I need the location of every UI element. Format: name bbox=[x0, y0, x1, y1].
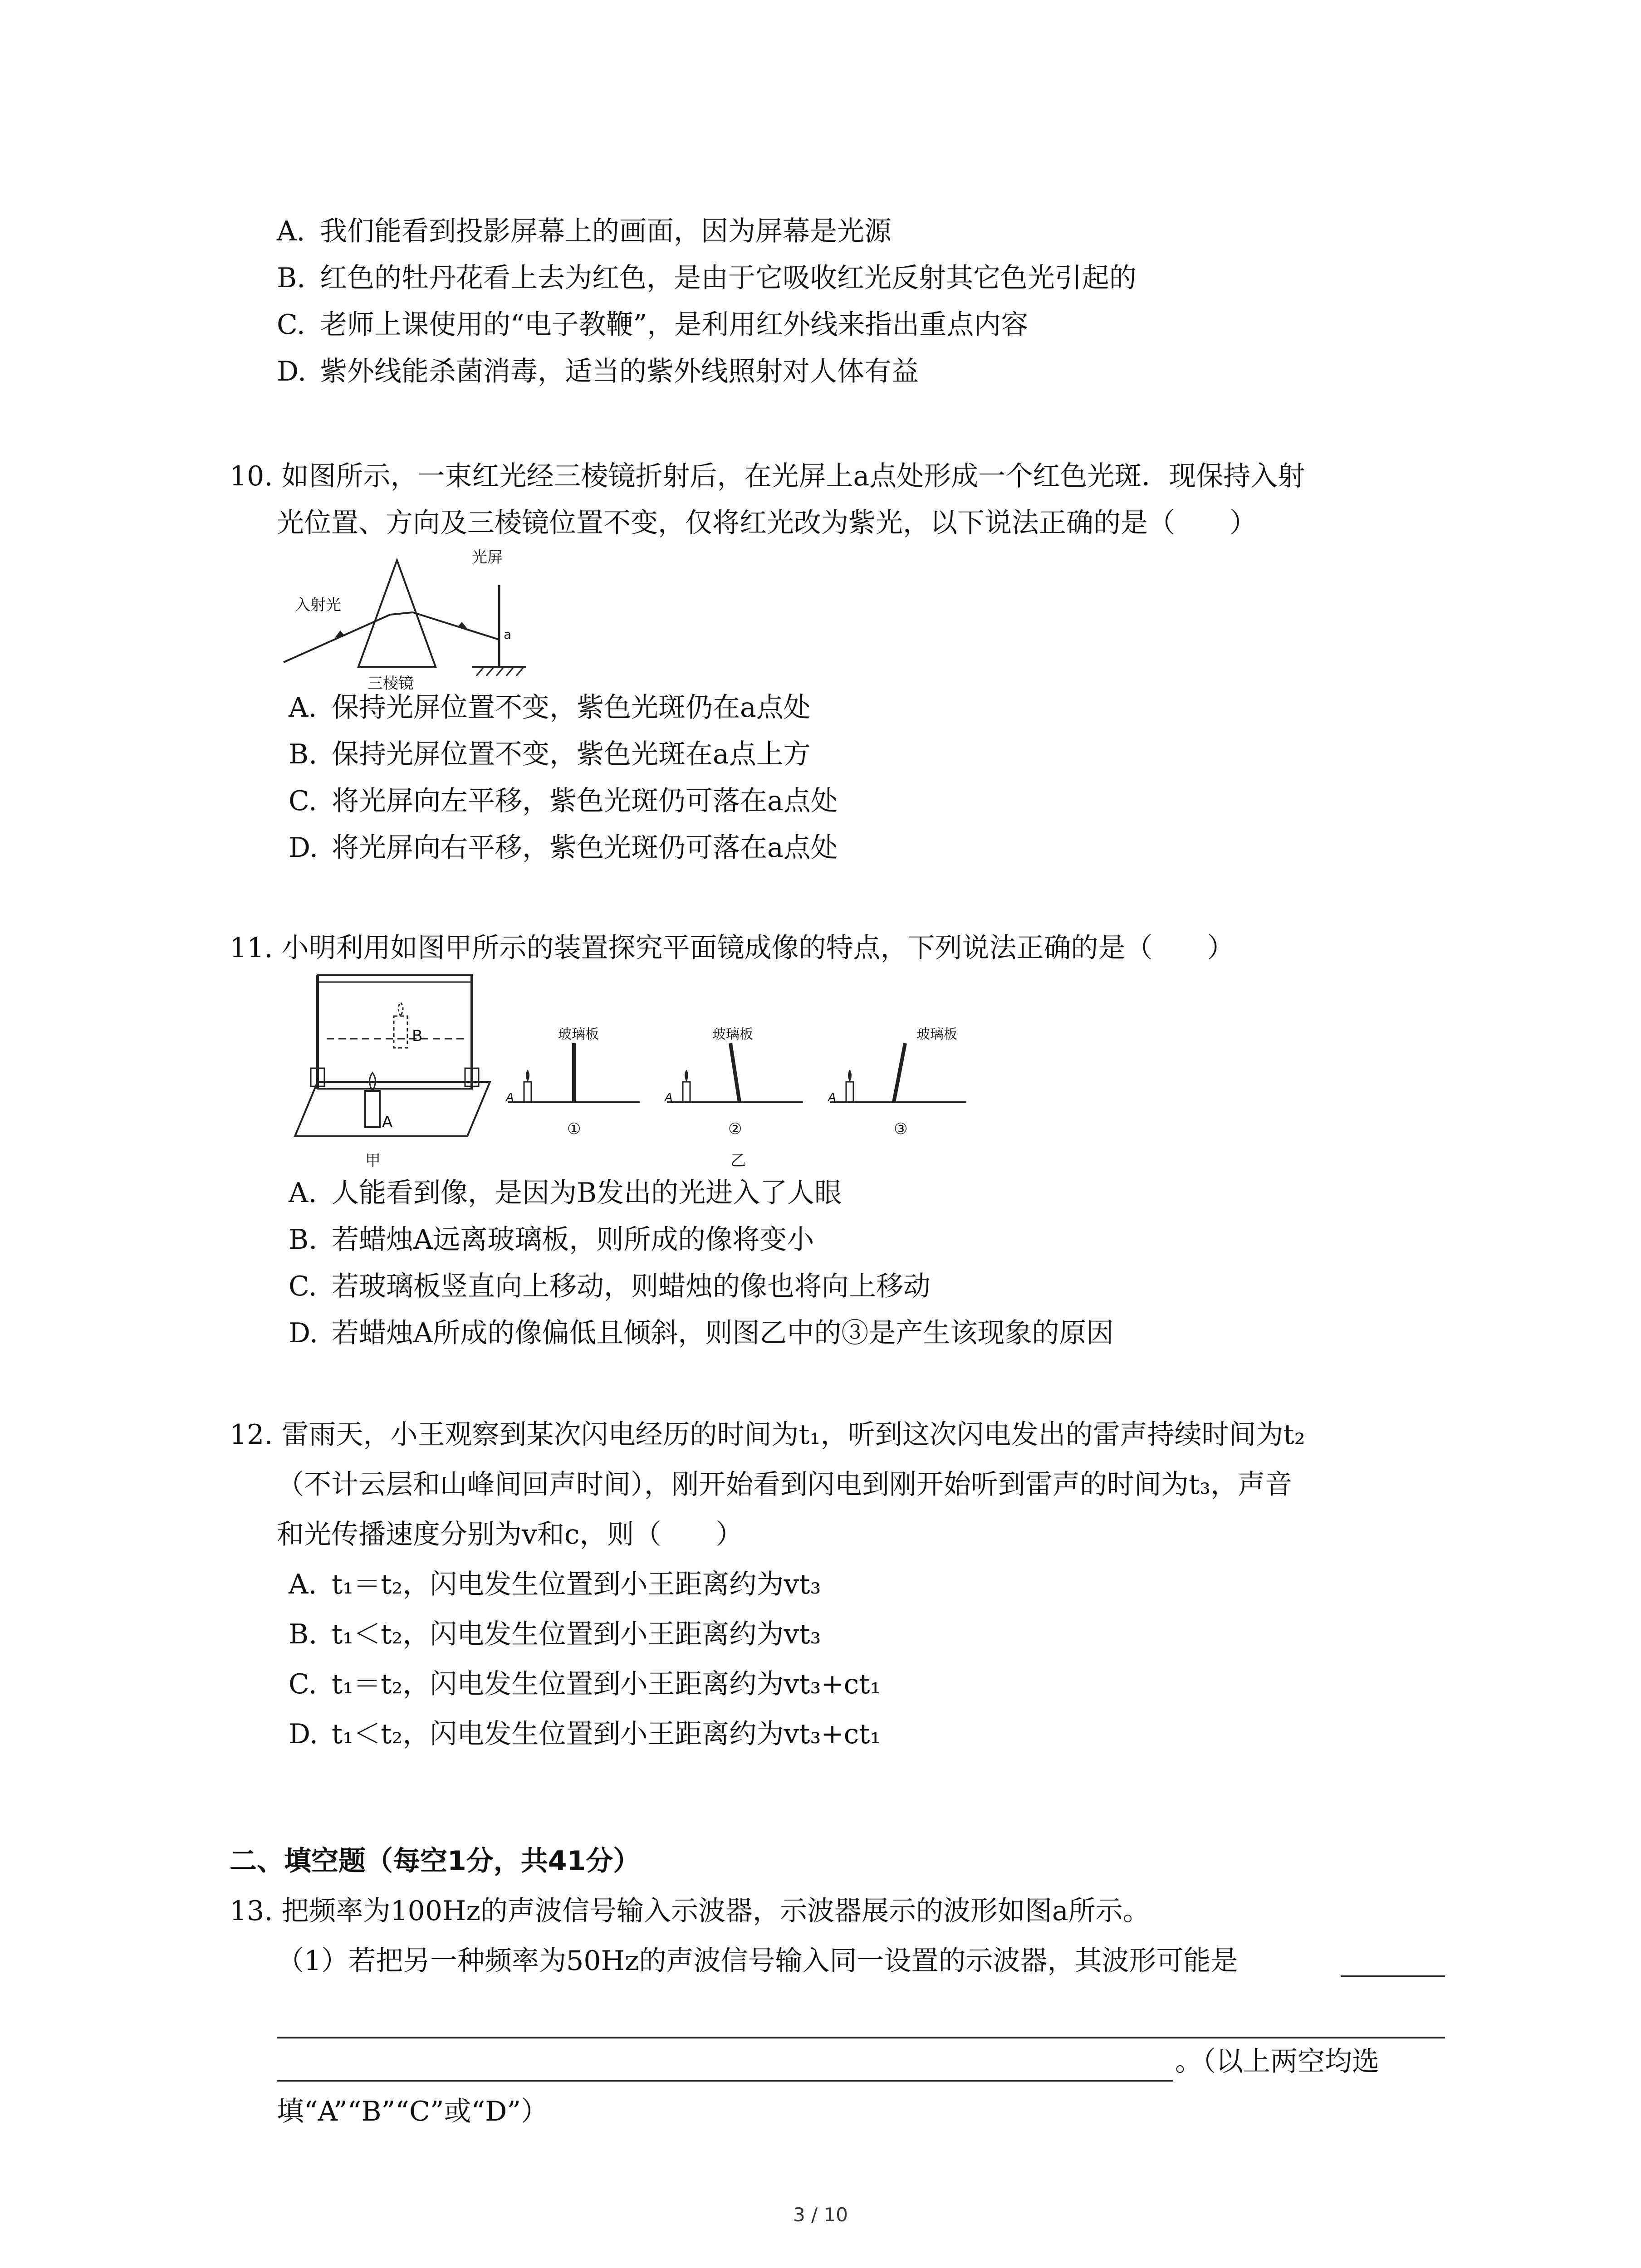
option-text: t₁＝t₂，闪电发生位置到小王距离约为vt₃+ct₁ bbox=[332, 1668, 881, 1700]
q10-stem-line2: 光位置、方向及三棱镜位置不变，仅将红光改为紫光，以下说法正确的是（ ） bbox=[277, 507, 1257, 539]
option-text: t₁＜t₂，闪电发生位置到小王距离约为vt₃+ct₁ bbox=[332, 1718, 881, 1750]
option-text: 红色的牡丹花看上去为红色，是由于它吸收红光反射其它色光引起的 bbox=[320, 262, 1136, 294]
option-text: t₁＜t₂，闪电发生位置到小王距离约为vt₃ bbox=[332, 1618, 821, 1650]
answer-blank-2[interactable] bbox=[277, 2080, 1173, 2082]
q10-option-d bbox=[289, 830, 838, 866]
option-text: t₁＝t₂，闪电发生位置到小王距离约为vt₃ bbox=[332, 1569, 821, 1600]
section-heading: 二、填空题（每空1分，共41分） bbox=[230, 1845, 641, 1877]
q10-stem-line1: 10. 如图所示，一束红光经三棱镜折射后，在光屏上a点处形成一个红色光斑．现保持入射 bbox=[230, 460, 1305, 492]
prism-label: 三棱镜 bbox=[367, 675, 414, 693]
option-label: A. bbox=[289, 1177, 317, 1209]
option-label: C. bbox=[289, 1271, 317, 1302]
q9-option-b bbox=[277, 260, 1136, 296]
panel1-glass-label: 玻璃板 bbox=[558, 1026, 599, 1042]
option-text: 人能看到像，是因为B发出的光进入了人眼 bbox=[332, 1177, 842, 1209]
label-a: A bbox=[382, 1113, 393, 1131]
q10-prism-figure bbox=[277, 544, 549, 694]
q9-option-c bbox=[277, 307, 1028, 343]
option-text: 我们能看到投影屏幕上的画面，因为屏幕是光源 bbox=[320, 215, 892, 247]
q12-option-c bbox=[289, 1666, 881, 1702]
option-label: B. bbox=[289, 1224, 318, 1256]
option-label: A. bbox=[289, 1569, 317, 1600]
q10-option-b bbox=[289, 736, 811, 772]
option-text: 保持光屏位置不变，紫色光斑仍在a点处 bbox=[332, 692, 811, 723]
answer-blank-1a[interactable] bbox=[1341, 1975, 1445, 1979]
label-jia: 甲 bbox=[365, 1152, 381, 1170]
option-label: D. bbox=[289, 832, 318, 864]
point-a-label: a bbox=[504, 627, 512, 642]
option-label: B. bbox=[289, 1618, 318, 1650]
q9-option-a bbox=[277, 213, 892, 249]
q13-sub1 bbox=[277, 1943, 1238, 1979]
q11-stem: 11. 小明利用如图甲所示的装置探究平面镜成像的特点，下列说法正确的是（ ） bbox=[230, 932, 1234, 964]
q12-option-b bbox=[289, 1616, 821, 1652]
option-text: 将光屏向右平移，紫色光斑仍可落在a点处 bbox=[332, 832, 838, 864]
q13-note: 填“A”“B”“C”或“D”） bbox=[277, 2096, 549, 2127]
panel1-number: ① bbox=[567, 1120, 581, 1138]
option-text: 若玻璃板竖直向上移动，则蜡烛的像也将向上移动 bbox=[332, 1271, 931, 1302]
q13-sub1-text: （1）若把另一种频率为50Hz的声波信号输入同一设置的示波器，其波形可能是 bbox=[277, 1945, 1238, 1977]
option-text: 老师上课使用的“电子教鞭”，是利用红外线来指出重点内容 bbox=[320, 309, 1029, 341]
panel2-number: ② bbox=[728, 1120, 742, 1138]
answer-blank-1b[interactable] bbox=[277, 2037, 1445, 2038]
option-label: D. bbox=[277, 356, 307, 387]
option-label: B. bbox=[277, 262, 306, 294]
q11-option-c bbox=[289, 1268, 931, 1305]
option-label: D. bbox=[289, 1317, 318, 1349]
q11-option-a bbox=[289, 1175, 842, 1211]
option-label: D. bbox=[289, 1718, 318, 1750]
panel2-glass-label: 玻璃板 bbox=[712, 1026, 753, 1042]
q11-mirror-figure bbox=[277, 966, 985, 1175]
q13-tail: 。（以上两空均选 bbox=[1175, 2046, 1379, 2077]
incident-label: 入射光 bbox=[295, 596, 341, 614]
panel1-candle-label: A bbox=[506, 1091, 514, 1105]
q10-option-c bbox=[289, 783, 838, 819]
option-text: 紫外线能杀菌消毒，适当的紫外线照射对人体有益 bbox=[320, 356, 919, 387]
option-label: B. bbox=[289, 738, 318, 770]
q13-stem: 13. 把频率为100Hz的声波信号输入示波器，示波器展示的波形如图a所示。 bbox=[230, 1895, 1150, 1927]
option-text: 保持光屏位置不变，紫色光斑在a点上方 bbox=[332, 738, 811, 770]
panel3-candle-label: A bbox=[828, 1091, 836, 1105]
q12-stem-line2: （不计云层和山峰间回声时间），刚开始看到闪电到刚开始听到雷声的时间为t₃，声音 bbox=[277, 1469, 1293, 1501]
option-label: C. bbox=[289, 785, 317, 817]
label-b: B bbox=[412, 1027, 423, 1045]
panel3-number: ③ bbox=[894, 1120, 908, 1138]
q12-stem-line3: 和光传播速度分别为v和c，则（ ） bbox=[277, 1519, 743, 1550]
q11-option-b bbox=[289, 1222, 814, 1258]
q11-option-d bbox=[289, 1315, 1113, 1351]
panel3-glass-label: 玻璃板 bbox=[916, 1026, 957, 1042]
option-label: C. bbox=[289, 1668, 317, 1700]
option-label: A. bbox=[277, 215, 305, 247]
option-text: 若蜡烛A远离玻璃板，则所成的像将变小 bbox=[332, 1224, 814, 1256]
option-label: C. bbox=[277, 309, 305, 341]
q10-option-a bbox=[289, 689, 811, 726]
option-label: A. bbox=[289, 692, 317, 723]
q9-option-d bbox=[277, 353, 919, 390]
q12-stem-line1: 12. 雷雨天，小王观察到某次闪电经历的时间为t₁，听到这次闪电发出的雷声持续时间为t₂ bbox=[230, 1419, 1305, 1451]
panel2-candle-label: A bbox=[665, 1091, 673, 1105]
q12-option-a bbox=[289, 1566, 821, 1603]
screen-label: 光屏 bbox=[472, 548, 503, 567]
option-text: 将光屏向左平移，紫色光斑仍可落在a点处 bbox=[332, 785, 838, 817]
label-yi: 乙 bbox=[730, 1152, 746, 1170]
q12-option-d bbox=[289, 1716, 881, 1752]
option-text: 若蜡烛A所成的像偏低且倾斜，则图乙中的③是产生该现象的原因 bbox=[332, 1317, 1114, 1349]
page-number: 3 / 10 bbox=[793, 2204, 848, 2226]
